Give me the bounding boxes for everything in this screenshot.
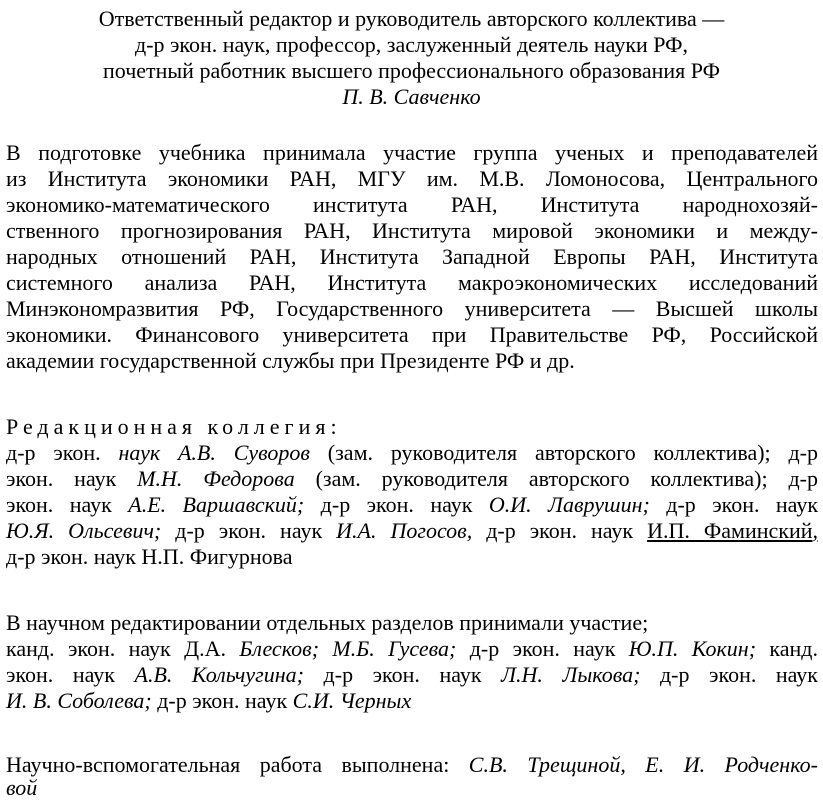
participants-line: из Института экономики РАН, МГУ им. М.В. Ломоносова, Центрального	[6, 166, 818, 191]
header-line-1: Ответственный редактор и руководитель авторского коллектива —	[98, 6, 725, 31]
board-line-5: д-р экон. наук Н.П. Фигурнова	[6, 544, 293, 569]
participants-line: ственного прогнозирования РАН, Института мировой экономики и между-	[6, 218, 818, 243]
participants-line: экономики. Финансового университета при Правительстве РФ, Российской	[6, 322, 818, 347]
header-line-3: почетный работник высшего профессионального образования РФ	[102, 58, 721, 83]
board-line-4: Ю.Я. Ольсевич; д-р экон. наук И.А. Погосов, д-р экон. наук И.П. Фаминский,	[6, 518, 818, 543]
assistance-line-2: вой	[6, 775, 38, 800]
board-line-1: д-р экон. наук А.В. Суворов (зам. руководителя авторского коллектива); д-р	[6, 440, 818, 465]
board-line-3: экон. наук А.Е. Варшавский; д-р экон. наук О.И. Лаврушин; д-р экон. наук	[6, 492, 819, 517]
participants-last-line: академии государственной службы при Президенте РФ и др.	[6, 348, 575, 373]
scientific-line-1: В научном редактировании отдельных разделов принимали участие;	[6, 610, 649, 635]
participants-line: экономико-математического института РАН, Института народнохозяй-	[6, 192, 818, 217]
participants-line: народных отношений РАН, Института Западной Европы РАН, Института	[6, 244, 818, 269]
scientific-line-2: канд. экон. наук Д.А. Блесков; М.Б. Гусева; д-р экон. наук Ю.П. Кокин; канд.	[6, 636, 818, 661]
header-line-2: д-р экон. наук, профессор, заслуженный деятель науки РФ,	[134, 32, 689, 57]
participants-line: Минэкономразвития РФ, Государственного университета — Высшей школы	[6, 296, 818, 321]
assistance-line-1: Научно-вспомогательная работа выполнена: С.В. Трещиной, Е. И. Родченко-	[6, 752, 818, 777]
scientific-line-4: И. В. Соболева; д-р экон. наук С.И. Черных	[6, 688, 412, 713]
scientific-line-3: экон. наук А.В. Кольчугина; д-р экон. наук Л.Н. Лыкова; д-р экон. наук	[6, 662, 818, 687]
editor-name: П. В. Савченко	[342, 84, 481, 109]
participants-line: В подготовке учебника принимала участие группа ученых и преподавателей	[6, 140, 818, 165]
participants-line: системного анализа РАН, Института макроэкономических исследований	[6, 270, 818, 295]
board-line-2: экон. наук М.Н. Федорова (зам. руководителя авторского коллектива); д-р	[6, 466, 819, 491]
board-heading: Редакционная коллегия:	[6, 414, 342, 439]
